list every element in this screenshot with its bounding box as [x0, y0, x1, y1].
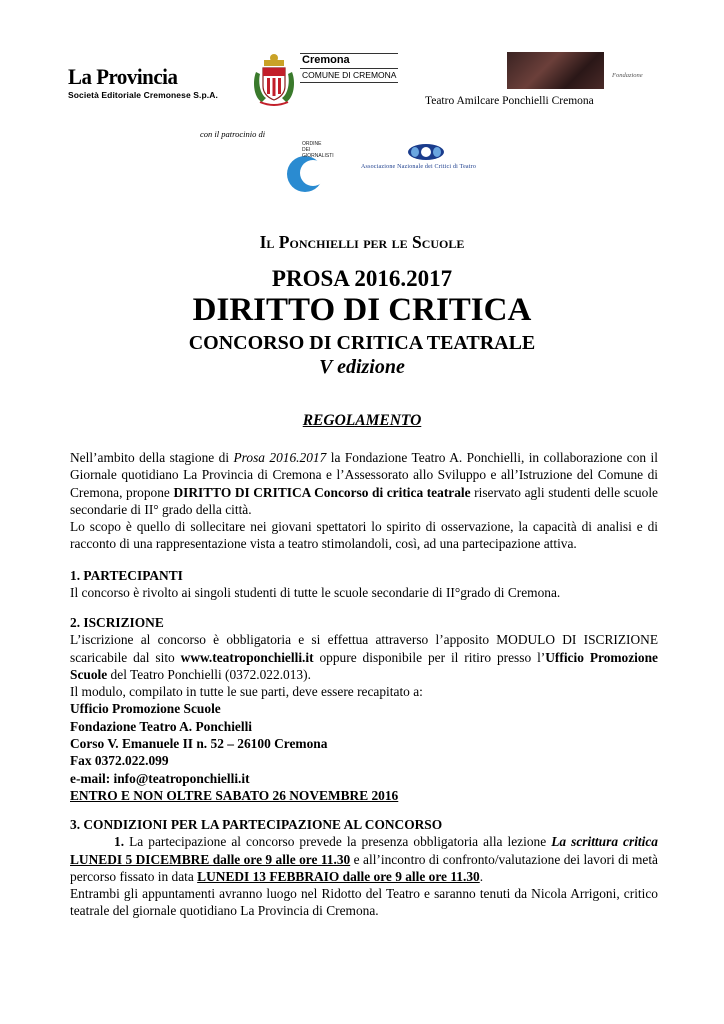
title-diritto-di-critica: DIRITTO DI CRITICA	[192, 292, 532, 328]
address-street: Corso V. Emanuele II n. 52 – 26100 Cremona	[70, 736, 328, 752]
section-partecipanti	[70, 567, 658, 602]
teatro-name: Teatro Amilcare Ponchielli Cremona	[425, 95, 594, 107]
cremona-rule-bottom	[300, 82, 398, 83]
section-2-heading: 2. ISCRIZIONE	[70, 615, 164, 630]
section-3-heading: 3. CONDIZIONI PER LA PARTECIPAZIONE AL CONCORSO	[70, 817, 443, 832]
title-prosa: PROSA 2016.2017	[271, 266, 453, 291]
deadline: ENTRO E NON OLTRE SABATO 26 NOVEMBRE 2016	[70, 787, 399, 803]
comune-di-cremona: COMUNE DI CREMONA	[302, 70, 397, 80]
cremona-crest-icon	[250, 52, 298, 108]
section-condizioni	[70, 816, 658, 920]
subtitle-scuole: Il Ponchielli per le Scuole	[259, 232, 465, 252]
teatro-logo-image	[507, 52, 604, 89]
anct-name: Associazione Nazionale dei Critici di Teatro	[361, 164, 477, 170]
title-concorso: CONCORSO DI CRITICA TEATRALE	[188, 332, 536, 354]
cremona-rule-mid	[300, 68, 398, 69]
ordine-giornalisti-logo-inner	[300, 160, 326, 186]
section-3-paragraph-1: 1. La partecipazione al concorso prevede la presenza obbligatoria alla lezione La scrittura critica LUNEDI 5 DICEMBRE dalle ore 9 alle ore 11.30 e all’incontro di confronto/valutazione dei lavori di metà percorso fissato in data LUNEDI 13 FEBBRAIO dalle ore 9 alle ore 11.30.	[70, 834, 659, 884]
anct-logo-icon	[407, 143, 445, 161]
title-edizione: V edizione	[319, 356, 405, 378]
section-2-paragraph-1: L’iscrizione al concorso è obbligatoria e si effettua attraverso l’apposito MODULO DI ISCRIZIONE scaricabile dal sito www.teatroponchielli.it oppure disponibile per il ritiro presso l’Ufficio Promozione Scuole del Teatro Ponchielli (0372.022.013).	[70, 632, 658, 682]
section-iscrizione	[70, 614, 658, 804]
ordine-giornalisti-text: ORDINE DEI GIORNALISTI	[302, 141, 334, 159]
intro-paragraph-1: Nell’ambito della stagione di Prosa 2016.2017 la Fondazione Teatro A. Ponchielli, in collaborazione con il Giornale quotidiano La Provincia di Cremona e l’Assessorato allo Sviluppo e all’Istruzione del Comune di Cremona, propone DIRITTO DI CRITICA Concorso di critica teatrale riservato agli studenti delle scuole secondarie di II° grado della città.	[70, 450, 658, 517]
website-link[interactable]: www.teatroponchielli.it	[180, 649, 314, 665]
la-provincia-logo: La Provincia	[68, 64, 178, 89]
address-fondazione: Fondazione Teatro A. Ponchielli	[70, 718, 253, 734]
address-email[interactable]: e-mail: info@teatroponchielli.it	[70, 770, 250, 786]
section-1-heading: 1. PARTECIPANTI	[70, 568, 183, 583]
section-2-paragraph-2: Il modulo, compilato in tutte le sue parti, deve essere recapitato a:	[70, 684, 423, 700]
address-office: Ufficio Promozione Scuole	[70, 701, 221, 717]
section-1-text: Il concorso è rivolto ai singoli studenti di tutte le scuole secondarie di II°grado di Cremona.	[70, 585, 561, 601]
section-3-paragraph-2: Entrambi gli appuntamenti avranno luogo nel Ridotto del Teatro e saranno tenuti da Nicola Arrigoni, critico teatrale del giornale quotidiano La Provincia di Cremona.	[70, 886, 658, 919]
fondazione-label: Fondazione	[612, 72, 643, 79]
cremona-name: Cremona	[302, 54, 350, 66]
intro-paragraph-2: Lo scopo è quello di sollecitare nei giovani spettatori lo spirito di osservazione, la capacità di analisi e di racconto di una rappresentazione vista a teatro stimolandoli, così, ad una partecipazione attiva.	[70, 519, 658, 552]
heading-regolamento: REGOLAMENTO	[302, 412, 422, 429]
intro-section	[70, 449, 658, 553]
patrocinio-label: con il patrocinio di	[200, 129, 266, 139]
la-provincia-subtitle: Società Editoriale Cremonese S.p.A.	[68, 90, 218, 100]
address-fax: Fax 0372.022.099	[70, 753, 169, 769]
